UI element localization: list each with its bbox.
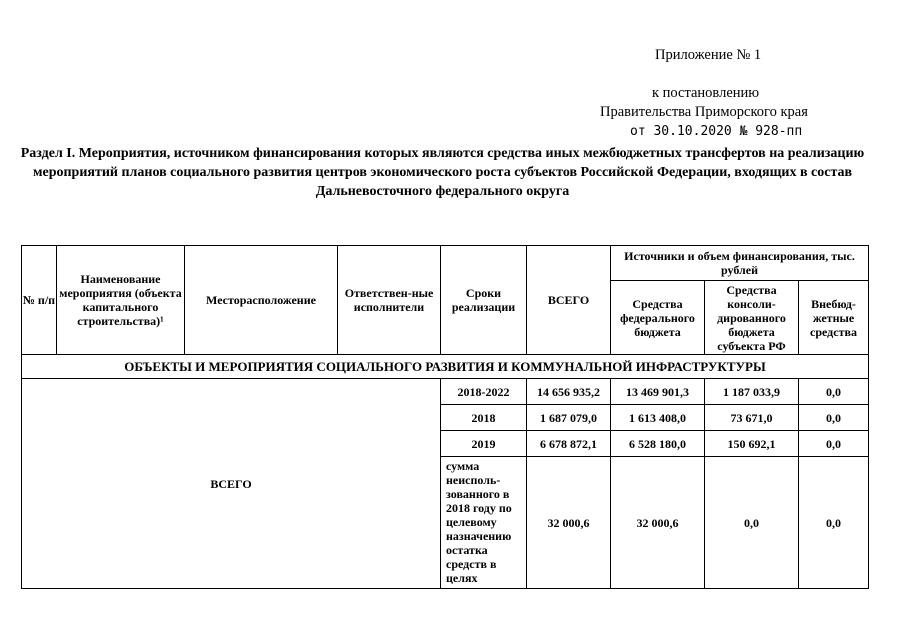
header-name: Наименование мероприятия (объекта капитального строительства)¹ bbox=[57, 246, 185, 355]
row-consolidated: 1 187 033,9 bbox=[705, 379, 799, 405]
row-total: 6 678 872,1 bbox=[527, 431, 611, 457]
appendix-government: Правительства Приморского края bbox=[600, 104, 808, 120]
header-sources-group: Источники и объем финансирования, тыс. рублей bbox=[611, 246, 869, 281]
header-executors: Ответствен-ные исполнители bbox=[338, 246, 441, 355]
row-total: 32 000,6 bbox=[527, 457, 611, 589]
row-period: 2018 bbox=[441, 405, 527, 431]
section-row-label: ОБЪЕКТЫ И МЕРОПРИЯТИЯ СОЦИАЛЬНОГО РАЗВИТИЯ И КОММУНАЛЬНОЙ ИНФРАСТРУКТУРЫ bbox=[22, 355, 869, 379]
row-extra: 0,0 bbox=[799, 431, 869, 457]
row-extra: 0,0 bbox=[799, 457, 869, 589]
section-row bbox=[22, 355, 869, 379]
row-period: 2018-2022 bbox=[441, 379, 527, 405]
table-row bbox=[22, 379, 869, 405]
financing-table bbox=[21, 245, 869, 589]
header-row-1 bbox=[22, 246, 869, 281]
section-title: Раздел I. Мероприятия, источником финансирования которых являются средства иных межбюджетных трансфертов на реализацию мероприятий планов социального развития центров экономического роста субъектов Российской Федерации, входящих в состав Дальневосточного федерального округа bbox=[20, 146, 865, 199]
row-extra: 0,0 bbox=[799, 405, 869, 431]
row-extra: 0,0 bbox=[799, 379, 869, 405]
row-federal: 1 613 408,0 bbox=[611, 405, 705, 431]
header-total: ВСЕГО bbox=[527, 246, 611, 355]
row-period: сумма неисполь-зованного в 2018 году по целевому назначению остатка средств в целях bbox=[441, 457, 527, 589]
appendix-date-number: от 30.10.2020 № 928-пп bbox=[630, 124, 803, 139]
row-federal: 32 000,6 bbox=[611, 457, 705, 589]
row-total: 1 687 079,0 bbox=[527, 405, 611, 431]
row-consolidated: 150 692,1 bbox=[705, 431, 799, 457]
row-federal: 6 528 180,0 bbox=[611, 431, 705, 457]
row-consolidated: 73 671,0 bbox=[705, 405, 799, 431]
appendix-resolution: к постановлению bbox=[652, 85, 760, 101]
header-consolidated: Средства консоли-дированного бюджета субъекта РФ bbox=[705, 281, 799, 355]
header-num: № п/п bbox=[22, 246, 57, 355]
header-terms: Сроки реализации bbox=[441, 246, 527, 355]
total-label: ВСЕГО bbox=[22, 379, 441, 589]
header-federal: Средства федерального бюджета bbox=[611, 281, 705, 355]
header-extra: Внебюд-жетные средства bbox=[799, 281, 869, 355]
header-location: Месторасположение bbox=[185, 246, 338, 355]
row-consolidated: 0,0 bbox=[705, 457, 799, 589]
row-total: 14 656 935,2 bbox=[527, 379, 611, 405]
appendix-title: Приложение № 1 bbox=[655, 47, 762, 63]
row-federal: 13 469 901,3 bbox=[611, 379, 705, 405]
row-period: 2019 bbox=[441, 431, 527, 457]
